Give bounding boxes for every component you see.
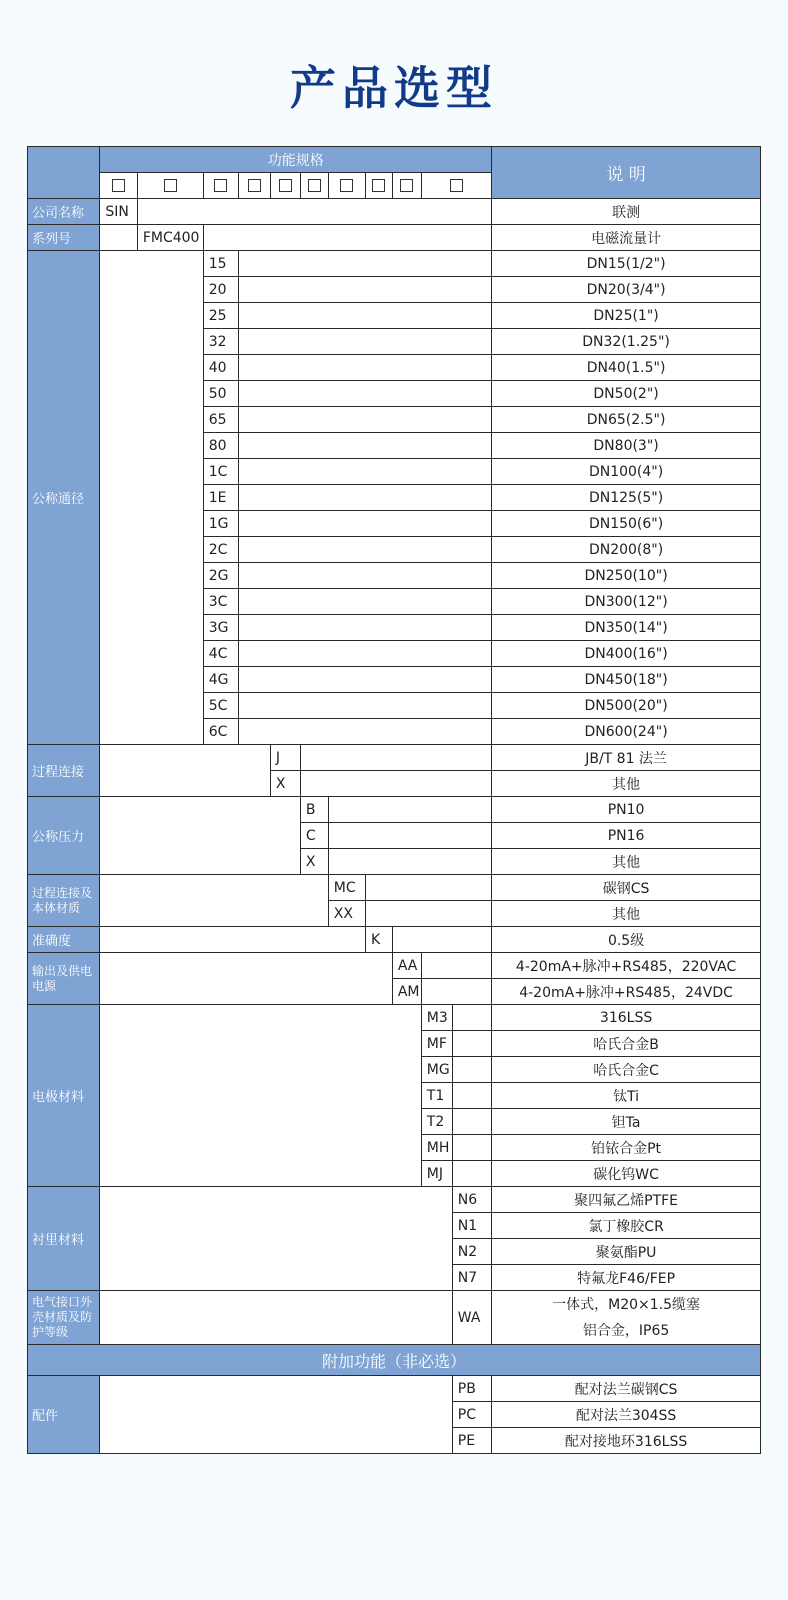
blank-cell (452, 1005, 491, 1031)
spec-header: 功能规格 (100, 147, 492, 173)
option-code[interactable]: 5C (203, 693, 238, 719)
desc-header: 说 明 (492, 147, 761, 199)
selection-checkbox[interactable] (164, 179, 177, 192)
blank-cell (238, 719, 491, 745)
blank-cell (365, 875, 491, 901)
option-description: 聚四氟乙烯PTFE (492, 1187, 761, 1213)
option-code[interactable]: MG (421, 1057, 452, 1083)
selection-checkbox[interactable] (308, 179, 321, 192)
blank-cell (100, 745, 271, 797)
blank-cell (392, 927, 491, 953)
option-description: DN65(2.5") (492, 407, 761, 433)
option-description: 4-20mA+脉冲+RS485，220VAC (492, 953, 761, 979)
option-description: DN25(1") (492, 303, 761, 329)
option-description: PN16 (492, 823, 761, 849)
option-description: DN400(16") (492, 641, 761, 667)
table-row (28, 875, 761, 901)
option-description (492, 1291, 761, 1345)
table-row (28, 251, 761, 277)
option-description: DN350(14") (492, 615, 761, 641)
accuracy-label: 准确度 (28, 927, 100, 953)
option-code[interactable]: MF (421, 1031, 452, 1057)
option-code[interactable]: J (270, 745, 300, 771)
pressure-label: 公称压力 (28, 797, 100, 875)
table-row (28, 1005, 761, 1031)
selection-checkbox[interactable] (372, 179, 385, 192)
option-code[interactable]: B (300, 797, 328, 823)
option-description: 碳化钨WC (492, 1161, 761, 1187)
blank-cell (100, 1376, 452, 1454)
selection-checkbox[interactable] (450, 179, 463, 192)
selection-checkbox[interactable] (112, 179, 125, 192)
option-code[interactable]: 4G (203, 667, 238, 693)
blank-cell (452, 1031, 491, 1057)
option-code[interactable]: 3G (203, 615, 238, 641)
option-code[interactable]: MJ (421, 1161, 452, 1187)
option-description: DN150(6") (492, 511, 761, 537)
option-description: 其他 (492, 901, 761, 927)
option-code[interactable]: N6 (452, 1187, 491, 1213)
option-description: DN15(1/2") (492, 251, 761, 277)
blank-cell (100, 797, 301, 875)
blank-cell (300, 771, 491, 797)
option-description: 配对法兰碳钢CS (492, 1376, 761, 1402)
additional-header: 附加功能（非必选） (28, 1345, 761, 1376)
diameter-label: 公称通径 (28, 251, 100, 745)
option-code[interactable]: 80 (203, 433, 238, 459)
option-code[interactable]: X (270, 771, 300, 797)
option-description: 氯丁橡胶CR (492, 1213, 761, 1239)
table-row (28, 953, 761, 979)
option-code[interactable]: XX (328, 901, 365, 927)
option-description: 聚氨酯PU (492, 1239, 761, 1265)
blank-cell (100, 1005, 421, 1187)
option-code[interactable]: PE (452, 1428, 491, 1454)
option-description: PN10 (492, 797, 761, 823)
blank-cell (100, 953, 392, 1005)
selection-checkbox[interactable] (340, 179, 353, 192)
blank-cell (238, 511, 491, 537)
blank-cell (100, 1291, 452, 1345)
option-description: 0.5级 (492, 927, 761, 953)
blank-cell (328, 823, 491, 849)
option-description: DN100(4") (492, 459, 761, 485)
option-description: JB/T 81 法兰 (492, 745, 761, 771)
series-label: 系列号 (28, 225, 100, 251)
desc-line: 铝合金，IP65 (582, 1322, 670, 1339)
option-description: DN50(2") (492, 381, 761, 407)
option-description: 其他 (492, 849, 761, 875)
option-description: 钛Ti (492, 1083, 761, 1109)
blank-cell (203, 225, 491, 251)
option-code[interactable]: 65 (203, 407, 238, 433)
blank-cell (238, 459, 491, 485)
material-label: 过程连接及本体材质 (28, 875, 100, 927)
option-description: DN600(24") (492, 719, 761, 745)
checkbox-cell (392, 173, 421, 199)
section-row (28, 1345, 761, 1376)
option-code[interactable]: MC (328, 875, 365, 901)
option-description: 哈氏合金C (492, 1057, 761, 1083)
checkbox-cell (365, 173, 392, 199)
table-row (28, 1291, 761, 1345)
company-label: 公司名称 (28, 199, 100, 225)
option-code[interactable]: 2C (203, 537, 238, 563)
option-code[interactable]: PB (452, 1376, 491, 1402)
option-description: 4-20mA+脉冲+RS485，24VDC (492, 979, 761, 1005)
blank-cell (452, 1135, 491, 1161)
option-description: DN20(3/4") (492, 277, 761, 303)
header-corner (28, 147, 100, 199)
table-row (28, 927, 761, 953)
blank-cell (238, 329, 491, 355)
blank-cell (238, 563, 491, 589)
blank-cell (328, 849, 491, 875)
blank-cell (100, 1187, 452, 1291)
option-code[interactable]: 6C (203, 719, 238, 745)
option-description: 配对接地环316LSS (492, 1428, 761, 1454)
table-row (28, 1376, 761, 1402)
option-description: DN125(5") (492, 485, 761, 511)
option-description: 钽Ta (492, 1109, 761, 1135)
option-code[interactable]: X (300, 849, 328, 875)
blank-cell (137, 199, 492, 225)
option-code[interactable]: 40 (203, 355, 238, 381)
desc-line: 一体式，M20×1.5缆塞 (552, 1296, 701, 1313)
checkbox-cell (300, 173, 328, 199)
blank-cell (452, 1057, 491, 1083)
output-label: 输出及供电电源 (28, 953, 100, 1005)
table-row (28, 1187, 761, 1213)
selection-checkbox[interactable] (400, 179, 413, 192)
blank-cell (238, 407, 491, 433)
option-code[interactable]: N1 (452, 1213, 491, 1239)
accessory-label: 配件 (28, 1376, 100, 1454)
checkbox-cell (238, 173, 270, 199)
option-description: 电磁流量计 (492, 225, 761, 251)
option-description: DN40(1.5") (492, 355, 761, 381)
table-row (28, 745, 761, 771)
option-code[interactable]: 1G (203, 511, 238, 537)
option-description: 316LSS (492, 1005, 761, 1031)
electrode-label: 电极材料 (28, 1005, 100, 1187)
option-code[interactable]: WA (452, 1291, 491, 1345)
option-description: DN500(20") (492, 693, 761, 719)
selection-checkbox[interactable] (279, 179, 292, 192)
table-row (28, 199, 761, 225)
option-description: DN450(18") (492, 667, 761, 693)
blank-cell (238, 615, 491, 641)
blank-cell (100, 251, 203, 745)
option-code[interactable]: AA (392, 953, 421, 979)
blank-cell (238, 381, 491, 407)
option-description: DN300(12") (492, 589, 761, 615)
blank-cell (238, 537, 491, 563)
option-description: 特氟龙F46/FEP (492, 1265, 761, 1291)
checkbox-cell (328, 173, 365, 199)
selection-checkbox[interactable] (248, 179, 261, 192)
option-code[interactable]: MH (421, 1135, 452, 1161)
checkbox-cell (100, 173, 137, 199)
option-code[interactable]: 50 (203, 381, 238, 407)
option-description: 碳钢CS (492, 875, 761, 901)
blank-cell (238, 485, 491, 511)
option-description: DN200(8") (492, 537, 761, 563)
selection-checkbox[interactable] (214, 179, 227, 192)
lining-label: 衬里材料 (28, 1187, 100, 1291)
option-code[interactable]: FMC400 (137, 225, 203, 251)
option-code[interactable]: PC (452, 1402, 491, 1428)
blank-cell (238, 589, 491, 615)
option-code[interactable]: 2G (203, 563, 238, 589)
option-description: 其他 (492, 771, 761, 797)
blank-cell (421, 979, 491, 1005)
blank-cell (238, 667, 491, 693)
blank-cell (365, 901, 491, 927)
table-row (28, 225, 761, 251)
checkbox-cell (421, 173, 491, 199)
option-code[interactable]: N2 (452, 1239, 491, 1265)
checkbox-cell (137, 173, 203, 199)
blank-cell (452, 1161, 491, 1187)
option-description: 铂铱合金Pt (492, 1135, 761, 1161)
option-code[interactable]: 15 (203, 251, 238, 277)
option-code[interactable]: AM (392, 979, 421, 1005)
blank-cell (238, 303, 491, 329)
option-code[interactable]: 1E (203, 485, 238, 511)
checkbox-cell (270, 173, 300, 199)
option-description: 联测 (492, 199, 761, 225)
blank-cell (238, 433, 491, 459)
blank-cell (238, 355, 491, 381)
option-code[interactable]: 4C (203, 641, 238, 667)
option-description: 配对法兰304SS (492, 1402, 761, 1428)
blank-cell (328, 797, 491, 823)
option-code[interactable]: C (300, 823, 328, 849)
option-code[interactable]: 1C (203, 459, 238, 485)
process-label: 过程连接 (28, 745, 100, 797)
option-code[interactable]: N7 (452, 1265, 491, 1291)
option-description: DN80(3") (492, 433, 761, 459)
blank-cell (238, 277, 491, 303)
option-description: DN32(1.25") (492, 329, 761, 355)
option-description: 哈氏合金B (492, 1031, 761, 1057)
checkbox-cell (203, 173, 238, 199)
blank-cell (100, 927, 366, 953)
option-code[interactable]: SIN (100, 199, 137, 225)
selection-table (27, 146, 761, 1454)
option-description: DN250(10") (492, 563, 761, 589)
option-code[interactable]: 25 (203, 303, 238, 329)
blank-cell (452, 1083, 491, 1109)
blank-cell (238, 693, 491, 719)
blank-cell (238, 641, 491, 667)
page-title: 产品选型 (290, 61, 498, 115)
blank-cell (238, 251, 491, 277)
blank-cell (300, 745, 491, 771)
option-code[interactable]: 3C (203, 589, 238, 615)
blank-cell (100, 225, 137, 251)
electrical-label: 电气接口外壳材质及防护等级 (28, 1291, 100, 1345)
option-code[interactable]: K (365, 927, 392, 953)
blank-cell (452, 1109, 491, 1135)
blank-cell (100, 875, 328, 927)
blank-cell (421, 953, 491, 979)
option-code[interactable]: 20 (203, 277, 238, 303)
option-code[interactable]: T2 (421, 1109, 452, 1135)
table-row (28, 797, 761, 823)
option-code[interactable]: M3 (421, 1005, 452, 1031)
option-code[interactable]: 32 (203, 329, 238, 355)
option-code[interactable]: T1 (421, 1083, 452, 1109)
